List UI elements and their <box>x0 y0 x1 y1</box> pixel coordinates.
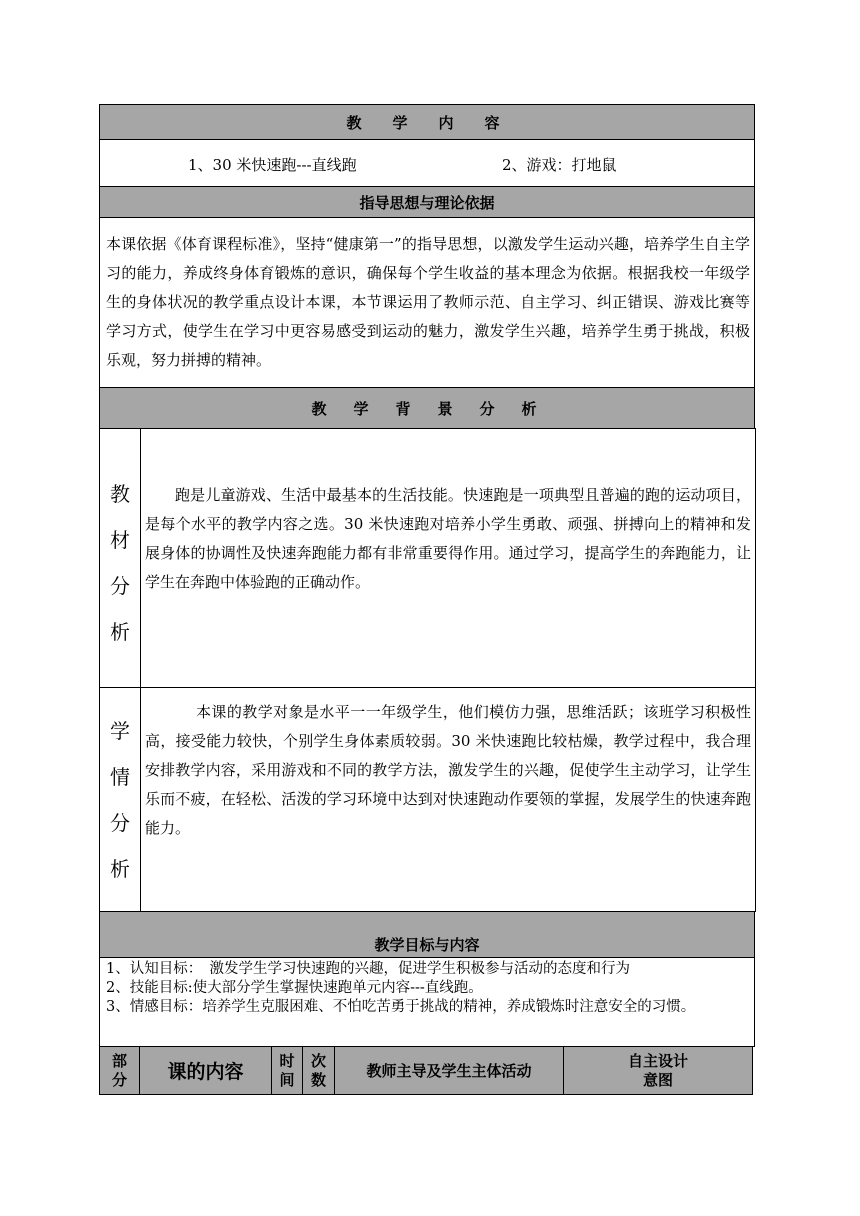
content-header-text: 教 学 内 容 <box>346 113 508 132</box>
col-header-activity <box>334 1046 564 1095</box>
col-header-count-char: 数 <box>310 1070 326 1089</box>
col-header-intent-line: 意图 <box>642 1070 673 1089</box>
col-header-content-text: 课的内容 <box>167 1061 244 1083</box>
content-item-2: 2、游戏：打地鼠 <box>502 156 617 174</box>
background-header <box>99 387 755 429</box>
content-header <box>99 104 755 140</box>
student-label-char: 学 <box>110 719 130 743</box>
material-label-char: 分 <box>110 574 130 598</box>
col-header-intent <box>563 1046 753 1095</box>
col-header-intent-line: 自主设计 <box>627 1051 688 1070</box>
student-text-cell <box>140 687 756 912</box>
guiding-text: 本课依据《体育课程标准》，坚持“健康第一”的指导思想，以激发学生运动兴趣，培养学生自主学习的能力，养成终身体育锻炼的意识，确保每个学生收益的基本理念为依据。根据我校一年级学生的身体状况的教学重点设计本课，本节课运用了教师示范、自主学习、纠正错误、游戏比赛等学习方式，使学生在学习中更容易感受到运动的魅力，激发学生兴趣，培养学生勇于挑战，积极乐观，努力拼搏的精神。 <box>106 235 750 369</box>
col-header-part-char: 分 <box>111 1070 127 1089</box>
col-header-part <box>99 1046 140 1095</box>
goals-header-text: 教学目标与内容 <box>374 936 480 954</box>
guiding-header-text: 指导思想与理论依据 <box>359 193 495 212</box>
student-label-char: 析 <box>110 857 130 881</box>
goal-cognitive: 1、认知目标： 激发学生学习快速跑的兴趣，促进学生积极参与活动的态度和行为 <box>106 961 630 977</box>
col-header-content <box>139 1046 272 1095</box>
material-text-cell <box>140 428 756 688</box>
goals-header <box>99 911 755 958</box>
col-header-count-char: 次 <box>310 1051 326 1070</box>
guiding-cell <box>99 217 755 388</box>
student-text: 本课的教学对象是水平一一年级学生，他们模仿力强，思维活跃；该班学习积极性高，接受能力较快，个别学生身体素质较弱。30 米快速跑比较枯燥，教学过程中，我合理安排教学内容，采用游戏和不同的教学方法，激发学生的兴趣，促使学生主动学习，让学生乐而不疲，在轻松、活泼的学习环境中达到对快速跑动作要领的掌握，发展学生的快速奔跑能力。 <box>145 703 751 837</box>
student-label-char: 分 <box>110 811 130 835</box>
col-header-time-char: 时 <box>279 1051 295 1070</box>
goals-cell <box>99 957 755 1047</box>
goals-list <box>106 960 750 1017</box>
col-header-time-char: 间 <box>279 1070 295 1089</box>
student-label-char: 情 <box>110 765 130 789</box>
col-header-count <box>302 1046 335 1095</box>
content-row <box>99 139 755 187</box>
background-header-text: 教 学 背 景 分 析 <box>311 399 543 418</box>
goal-skill: 2、技能目标:使大部分学生掌握快速跑单元内容---直线跑。 <box>106 980 483 996</box>
col-header-time <box>271 1046 303 1095</box>
col-header-part-char: 部 <box>111 1051 127 1070</box>
content-item-1: 1、30 米快速跑---直线跑 <box>188 156 357 174</box>
material-text: 跑是儿童游戏、生活中最基本的生活技能。快速跑是一项典型且普遍的跑的运动项目，是每个水平的教学内容之选。30 米快速跑对培养小学生勇敢、顽强、拼搏向上的精神和发展身体的协调性及快速奔跑能力都有非常重要得作用。通过学习，提高学生的奔跑能力，让学生在奔跑中体验跑的正确动作。 <box>145 486 751 591</box>
guiding-header <box>99 186 755 218</box>
material-label-char: 教 <box>110 482 130 506</box>
student-label-cell <box>99 687 141 912</box>
material-label-cell <box>99 428 141 688</box>
col-header-activity-text: 教师主导及学生主体活动 <box>366 1062 532 1080</box>
material-label <box>100 471 140 655</box>
student-label <box>100 708 140 892</box>
material-label-char: 析 <box>110 620 130 644</box>
goal-emotional: 3、情感目标：培养学生克服困难、不怕吃苦勇于挑战的精神，养成锻炼时注意安全的习惯。 <box>106 999 696 1015</box>
material-label-char: 材 <box>110 528 130 552</box>
